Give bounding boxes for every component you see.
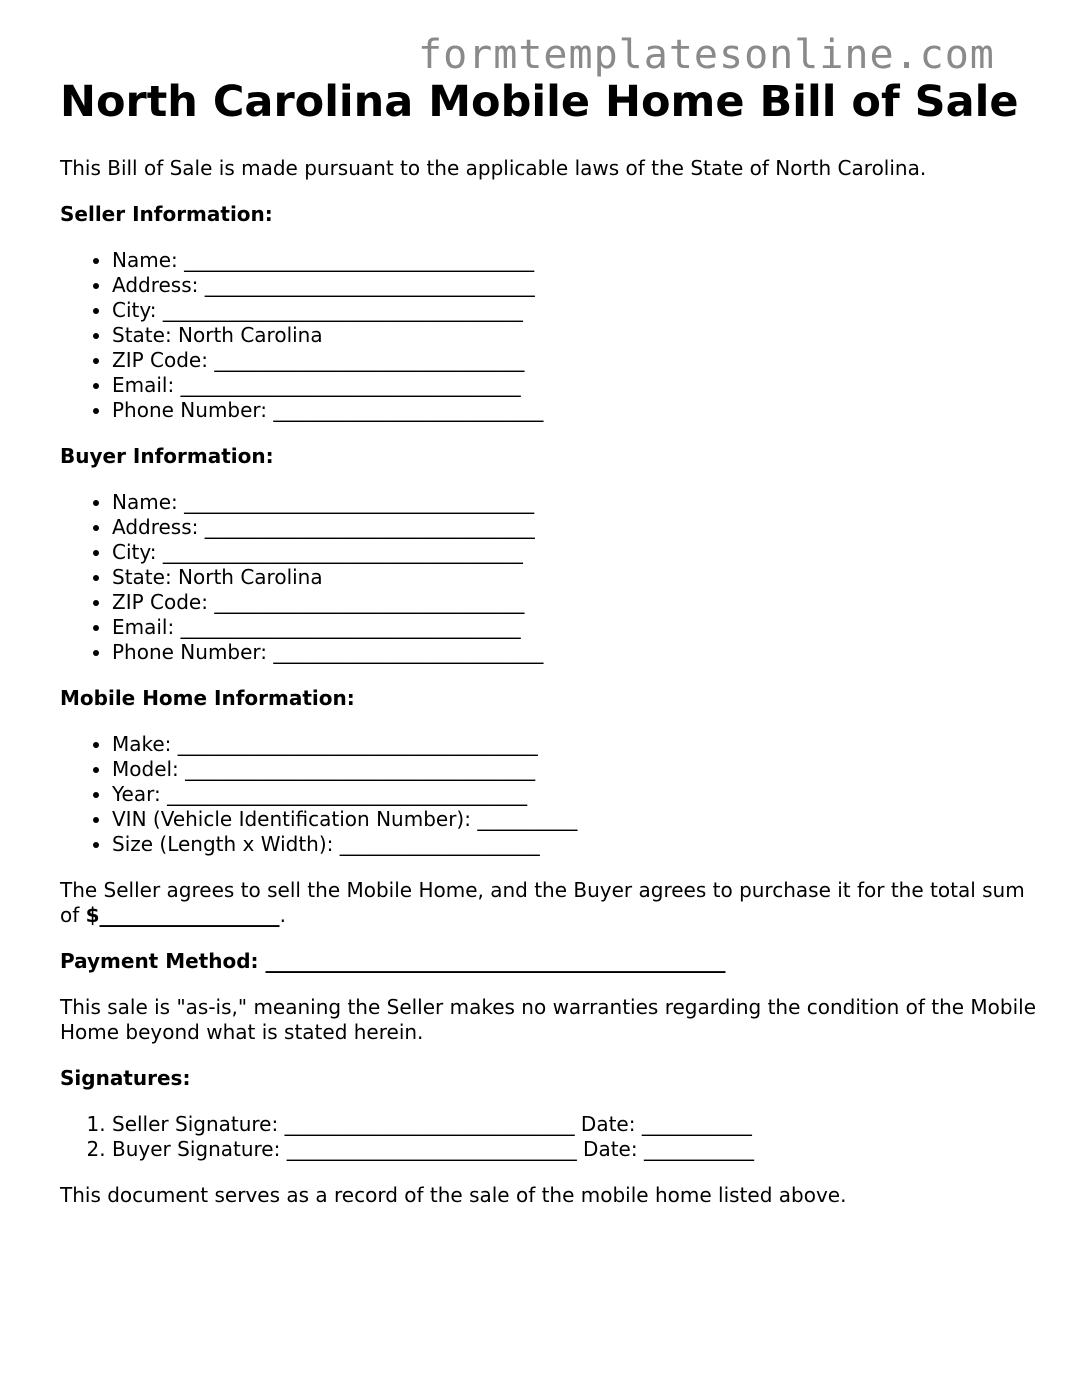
seller-signature-field[interactable]: 1. Seller Signature: _____________________________ Date: ___________ (112, 1112, 1050, 1137)
buyer-address-field[interactable]: • Address: _________________________________ (112, 515, 1050, 540)
signatures-heading: Signatures: (60, 1066, 191, 1090)
payment-method-line (60, 949, 1050, 974)
seller-address-field[interactable]: • Address: _________________________________ (112, 273, 1050, 298)
seller-heading: Seller Information: (60, 202, 273, 226)
as-is-paragraph: This sale is "as-is," meaning the Seller makes no warranties regarding the condition of the Mobile Home beyond what is stated herein. (60, 995, 1037, 1044)
seller-state-field: • State: North Carolina (112, 323, 1050, 348)
vin-field[interactable]: • VIN (Vehicle Identification Number): __________ (112, 807, 1050, 832)
seller-fields-list (60, 248, 1050, 423)
closing-paragraph: This document serves as a record of the sale of the mobile home listed above. (60, 1183, 847, 1207)
buyer-name-field[interactable]: • Name: ___________________________________ (112, 490, 1050, 515)
buyer-signature-field[interactable]: 2. Buyer Signature: _____________________________ Date: ___________ (112, 1137, 1050, 1162)
year-field[interactable]: • Year: ____________________________________ (112, 782, 1050, 807)
agreement-period: . (279, 903, 286, 927)
seller-email-field[interactable]: • Email: __________________________________ (112, 373, 1050, 398)
buyer-state-field: • State: North Carolina (112, 565, 1050, 590)
size-field[interactable]: • Size (Length x Width): ____________________ (112, 832, 1050, 857)
seller-phone-field[interactable]: • Phone Number: ___________________________ (112, 398, 1050, 423)
agreement-text: The Seller agrees to sell the Mobile Home, and the Buyer agrees to purchase it for the total sum of (60, 878, 1025, 927)
intro-paragraph: This Bill of Sale is made pursuant to the applicable laws of the State of North Carolina. (60, 156, 927, 180)
watermark: formtemplatesonline.com (418, 32, 995, 78)
payment-method-field[interactable]: ______________________________________________ (258, 949, 726, 973)
buyer-heading: Buyer Information: (60, 444, 274, 468)
document-title: North Carolina Mobile Home Bill of Sale (60, 77, 1019, 127)
payment-method-label: Payment Method: (60, 949, 259, 973)
agreement-paragraph (60, 878, 1050, 928)
seller-name-field[interactable]: • Name: ___________________________________ (112, 248, 1050, 273)
document-body (60, 78, 1050, 1208)
mobile-home-heading: Mobile Home Information: (60, 686, 355, 710)
signatures-list (60, 1112, 1050, 1162)
mobile-home-fields-list (60, 732, 1050, 857)
buyer-zip-field[interactable]: • ZIP Code: _______________________________ (112, 590, 1050, 615)
buyer-email-field[interactable]: • Email: __________________________________ (112, 615, 1050, 640)
seller-zip-field[interactable]: • ZIP Code: _______________________________ (112, 348, 1050, 373)
model-field[interactable]: • Model: ___________________________________ (112, 757, 1050, 782)
buyer-phone-field[interactable]: • Phone Number: ___________________________ (112, 640, 1050, 665)
buyer-city-field[interactable]: • City: ____________________________________ (112, 540, 1050, 565)
seller-city-field[interactable]: • City: ____________________________________ (112, 298, 1050, 323)
make-field[interactable]: • Make: ____________________________________ (112, 732, 1050, 757)
buyer-fields-list (60, 490, 1050, 665)
purchase-amount-field[interactable]: $__________________ (85, 903, 280, 927)
